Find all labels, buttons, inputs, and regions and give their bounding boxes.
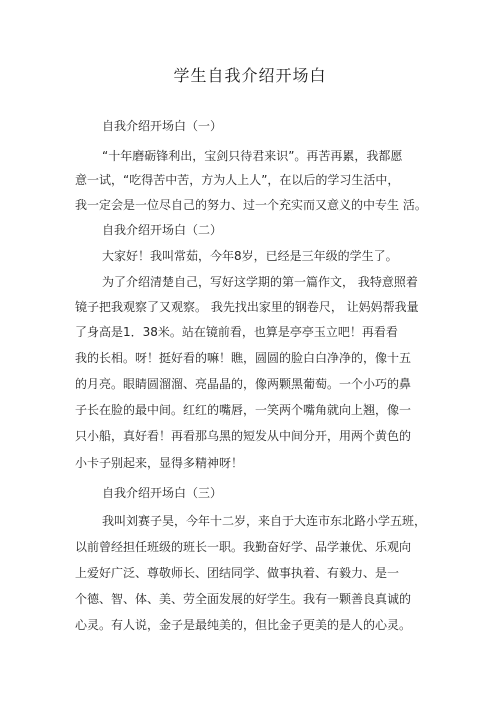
paragraph-line: 大家好！我叫常茹，今年8岁，已经是三年级的学生了。 <box>102 249 398 263</box>
paragraph-line: 为了介绍清楚自己，写好这学期的第一篇作文， 我特意照着 <box>102 275 418 289</box>
paragraph-line: 只小船，真好看！再看那乌黑的短发从中间分开，用两个黄色的 <box>75 429 412 443</box>
paragraph-line: 意一试，“吃得苦中苦，方为人上人”，在以后的学习生活中， <box>75 173 400 187</box>
paragraph-line: 我叫刘赛子昊，今年十二岁，来自于大连市东北路小学五班， <box>102 514 427 528</box>
paragraph-line: 心灵。有人说，金子是最纯美的，但比金子更美的是人的心灵。 <box>75 618 412 632</box>
paragraph-line: 小卡子别起来，显得多精神呀！ <box>75 456 244 470</box>
paragraph-line: 我的长相。呀！挺好看的嘛！瞧，圆圆的脸白白净净的，像十五 <box>75 351 412 365</box>
paragraph-line: 镜子把我观察了又观察。 我先找出家里的钢卷尺， 让妈妈帮我量 <box>75 300 419 314</box>
paragraph-line: 的月亮。眼睛圆溜溜、亮晶晶的，像两颗黑葡萄。一个小巧的鼻 <box>75 377 412 391</box>
section-heading-2: 自我介绍开场白（二） <box>102 223 223 237</box>
paragraph-line: 子长在脸的最中间。红红的嘴唇，一笑两个嘴角就向上翘，像一 <box>75 403 412 417</box>
section-heading-1: 自我介绍开场白（一） <box>102 119 223 133</box>
paragraph-line: 我一定会是一位尽自己的努力、过一个充实而又意义的中专生 活。 <box>75 198 427 212</box>
paragraph-line: “十年磨砺锋利出，宝剑只待君来识”。再苦再累，我都愿 <box>102 149 403 163</box>
paragraph-line: 个德、智、体、美、劳全面发展的好学生。我有一颗善良真诚的 <box>75 592 412 606</box>
section-heading-3: 自我介绍开场白（三） <box>102 486 223 500</box>
paragraph-line: 了身高是1．38米。站在镜前看，也算是亭亭玉立吧！再看看 <box>75 325 398 339</box>
paragraph-line: 上爱好广泛、尊敬师长、团结同学、做事执着、有毅力、是一 <box>75 566 400 580</box>
paragraph-line: 以前曾经担任班级的班长一职。我勤奋好学、品学兼优、乐观向 <box>75 540 412 554</box>
document-title: 学生自我介绍开场白 <box>173 66 327 85</box>
